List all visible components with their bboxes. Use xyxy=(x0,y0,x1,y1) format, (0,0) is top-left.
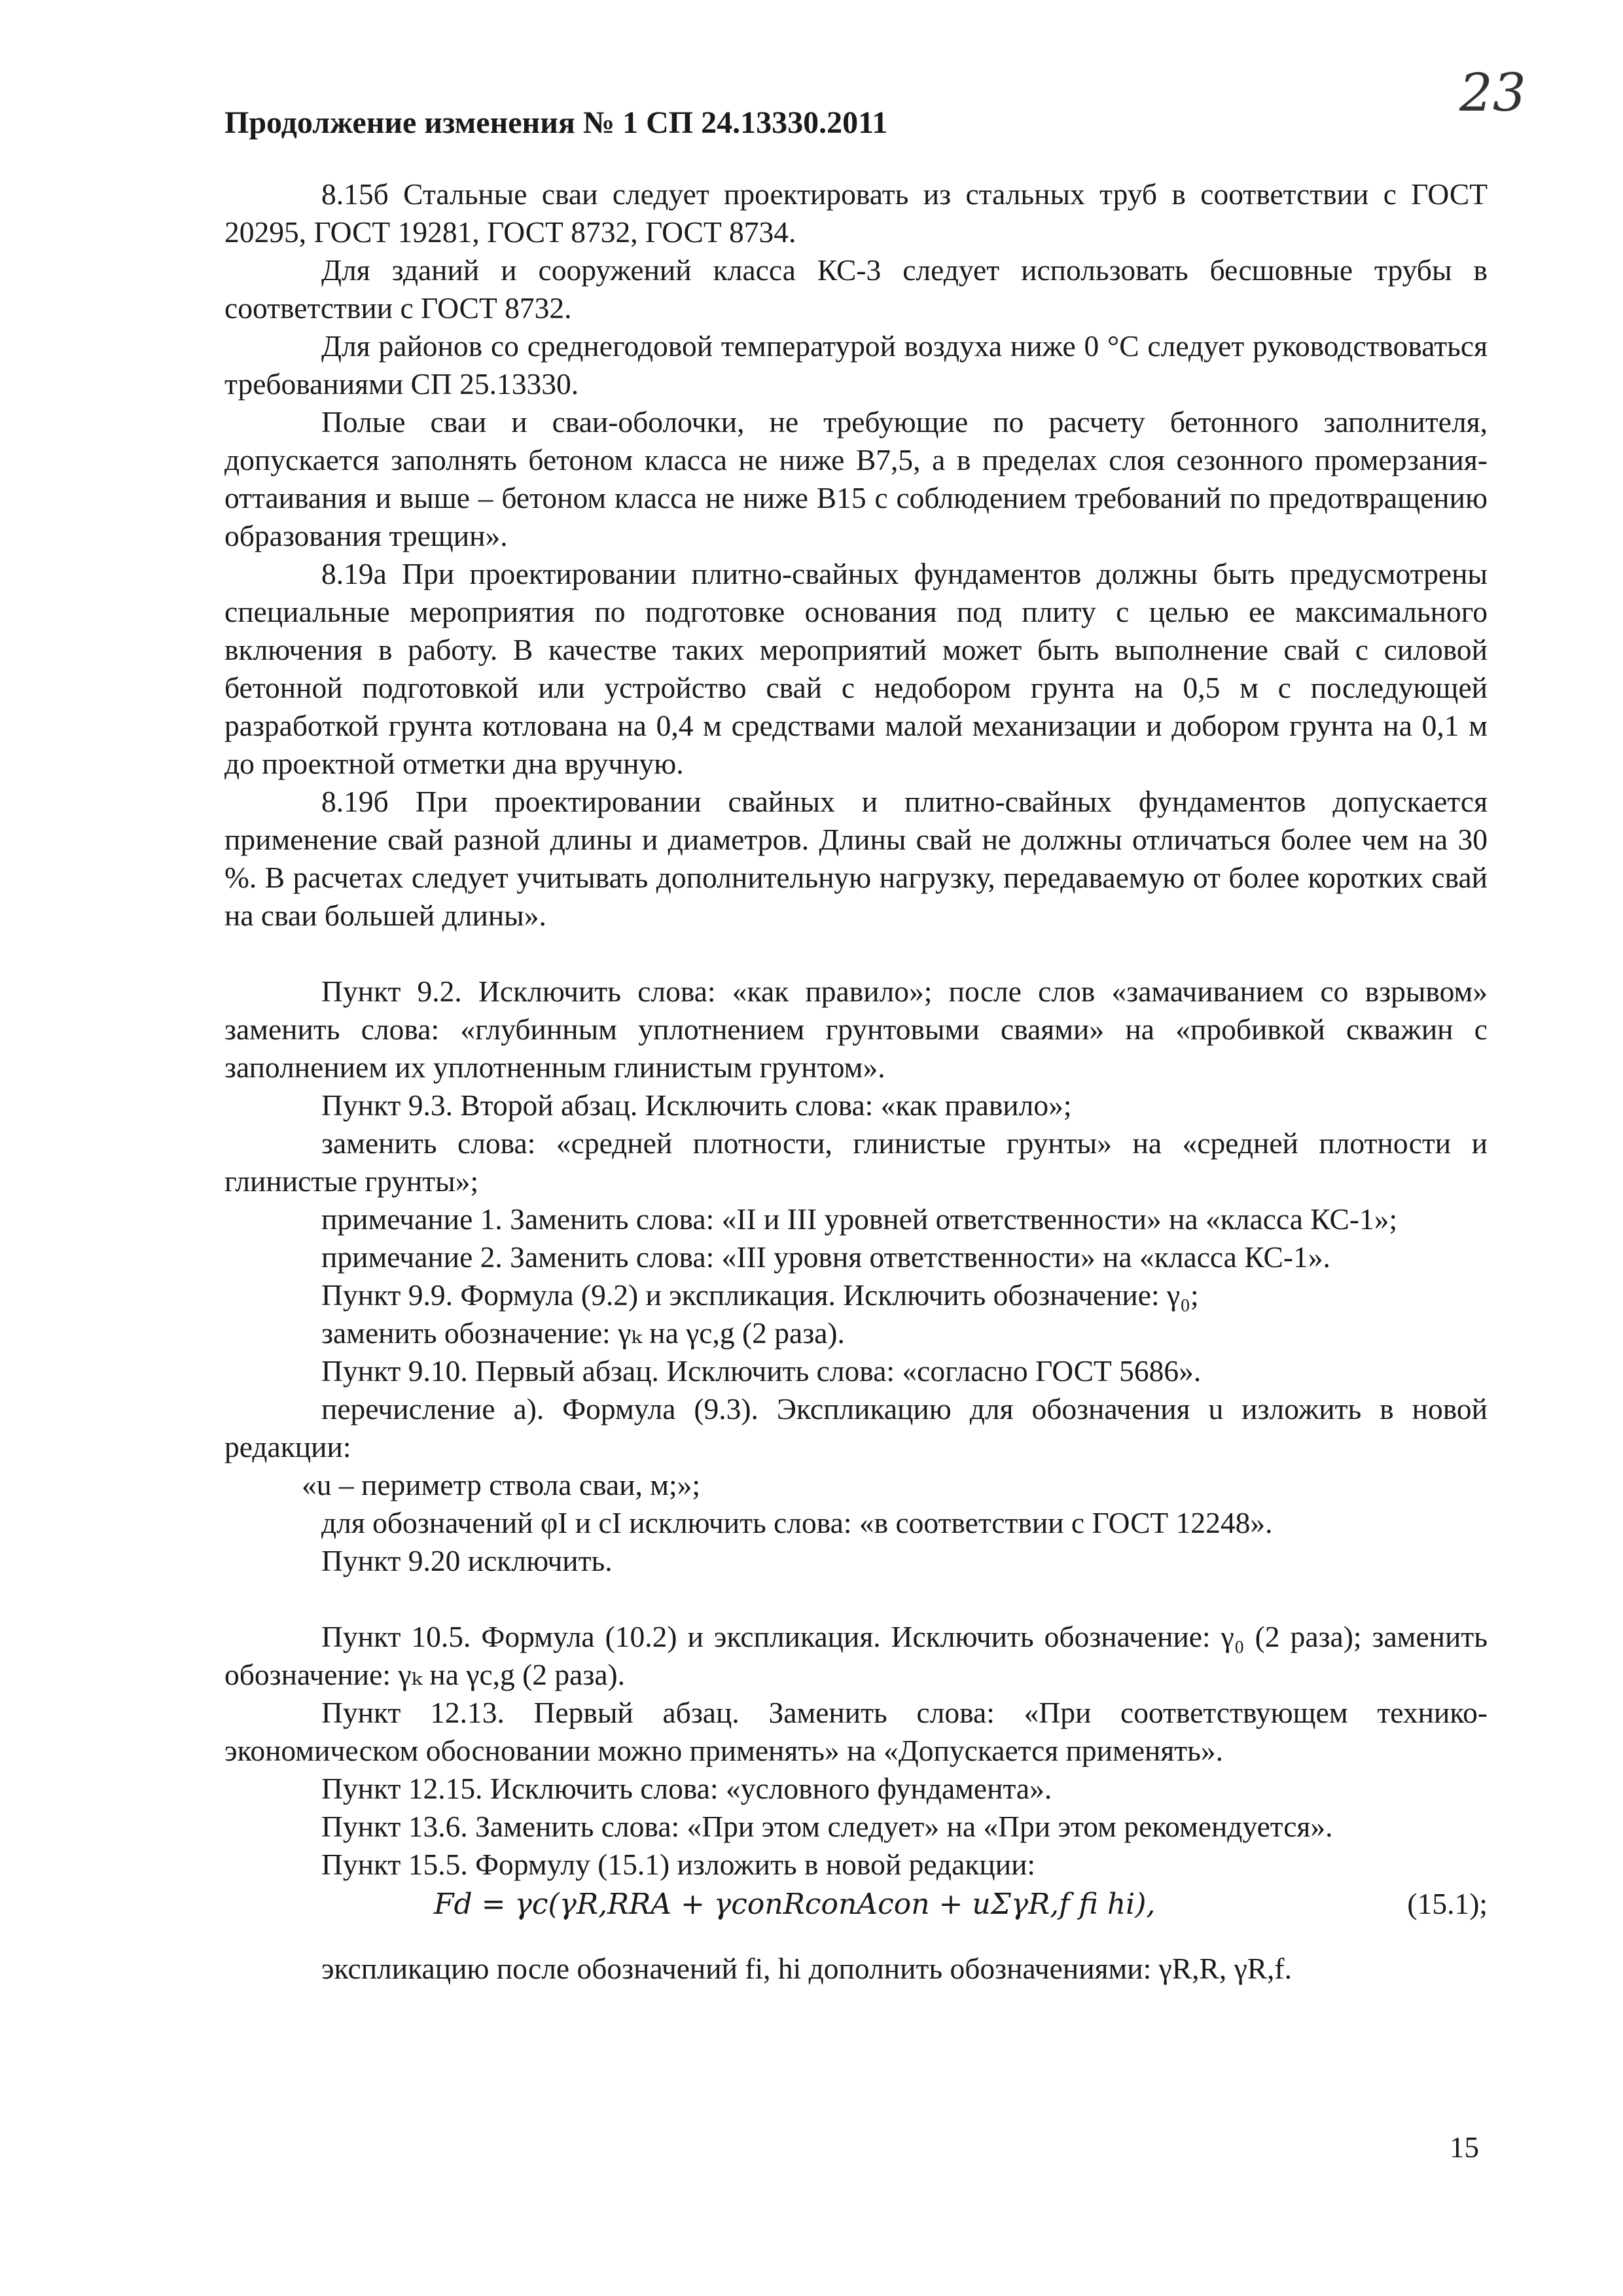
paragraph: Для районов со среднегодовой температурой воздуха ниже 0 °С следует руководствоваться требованиями СП 25.13330. xyxy=(224,329,1488,401)
paragraph: заменить слова: «средней плотности, глинистые грунты» на «средней плотности и глинистые грунты»; xyxy=(224,1126,1488,1198)
page-number: 15 xyxy=(1450,2131,1479,2164)
paragraph: примечание 1. Заменить слова: «II и III уровней ответственности» на «класса КС-1»; xyxy=(321,1202,1398,1236)
closing-paragraph: экспликацию после обозначений fi, hi дополнить обозначениями: γR,R, γR,f. xyxy=(321,1952,1292,1985)
paragraph: Пункт 12.13. Первый абзац. Заменить слова: «При соответствующем технико-экономическом обосновании можно применять» на «Допускается применять». xyxy=(224,1696,1488,1767)
paragraph: Пункт 9.20 исключить. xyxy=(321,1544,613,1577)
paragraph-spacer xyxy=(224,935,1488,973)
paragraph-list xyxy=(224,175,1488,1884)
paragraph: 8.19б При проектировании свайных и плитно-свайных фундаментов допускается применение свай разной длины и диаметров. Длины свай не должны отличаться более чем на 30 %. В расчетах следует учитывать дополнительную нагрузку, передаваемую от более коротких свай на сваи большей длины». xyxy=(224,785,1488,932)
paragraph-spacer xyxy=(224,1580,1488,1618)
paragraph: примечание 2. Заменить слова: «III уровня ответственности» на «класса КС-1». xyxy=(321,1240,1330,1274)
paragraph: Пункт 9.10. Первый абзац. Исключить слова: «согласно ГОСТ 5686». xyxy=(321,1354,1202,1388)
paragraph: Пункт 9.3. Второй абзац. Исключить слова: «как правило»; xyxy=(321,1088,1072,1122)
paragraph: 8.19а При проектировании плитно-свайных фундаментов должны быть предусмотрены специальные мероприятия по подготовке основания под плиту с целью ее максимального включения в работу. В качестве таких мероприятий может быть выполнение свай с силовой бетонной подготовкой или устройство свай с недобором грунта на 0,5 м с последующей разработкой грунта котлована на 0,4 м средствами малой механизации и добором грунта на 0,1 м до проектной отметки дна вручную. xyxy=(224,557,1488,780)
document-body xyxy=(224,175,1488,1988)
paragraph: для обозначений φI и cI исключить слова: «в соответствии с ГОСТ 12248». xyxy=(321,1506,1273,1539)
paragraph: «u – периметр ствола сваи, м;»; xyxy=(302,1468,701,1501)
paragraph: Полые сваи и сваи-оболочки, не требующие по расчету бетонного заполнителя, допускается заполнять бетоном класса не ниже В7,5, а в пределах слоя сезонного промерзания-оттаивания и выше – бетоном класса не ниже В15 с соблюдением требований по предотвращению образования трещин». xyxy=(224,405,1488,552)
paragraph: Для зданий и сооружений класса КС-3 следует использовать бесшовные трубы в соответствии с ГОСТ 8732. xyxy=(224,253,1488,325)
paragraph: Пункт 15.5. Формулу (15.1) изложить в новой редакции: xyxy=(321,1848,1036,1881)
spacer xyxy=(224,1924,1488,1950)
paragraph: Пункт 9.2. Исключить слова: «как правило»; после слов «замачиванием со взрывом» заменить слова: «глубинным уплотнением грунтовыми сваями» на «пробивкой скважин с заполнением их уплотненным глинистым грунтом». xyxy=(224,975,1488,1084)
handwritten-page-number: 23 xyxy=(1459,62,1526,123)
paragraph: Пункт 10.5. Формула (10.2) и экспликация. Исключить обозначение: γ₀ (2 раза); заменить обозначение: γₖ на γc,g (2 раза). xyxy=(224,1620,1488,1691)
paragraph: 8.15б Стальные сваи следует проектировать из стальных труб в соответствии с ГОСТ 20295, ГОСТ 19281, ГОСТ 8732, ГОСТ 8734. xyxy=(224,177,1488,249)
paragraph: Пункт 9.9. Формула (9.2) и экспликация. Исключить обозначение: γ₀; xyxy=(321,1278,1199,1312)
paragraph: Пункт 13.6. Заменить слова: «При этом следует» на «При этом рекомендуется». xyxy=(321,1810,1333,1843)
formula-text: Fd = γc(γR,RRA + γconRconAcon + uΣγR,f fi hi), xyxy=(434,1888,1156,1921)
formula-15-1 xyxy=(224,1885,1488,1924)
paragraph: Пункт 12.15. Исключить слова: «условного фундамента». xyxy=(321,1772,1052,1805)
page-header-title: Продолжение изменения № 1 СП 24.13330.2011 xyxy=(224,105,888,140)
paragraph: перечисление а). Формула (9.3). Экспликацию для обозначения u изложить в новой редакции: xyxy=(224,1392,1488,1463)
formula-number: (15.1); xyxy=(1407,1887,1488,1920)
paragraph: заменить обозначение: γₖ на γc,g (2 раза). xyxy=(321,1316,845,1350)
